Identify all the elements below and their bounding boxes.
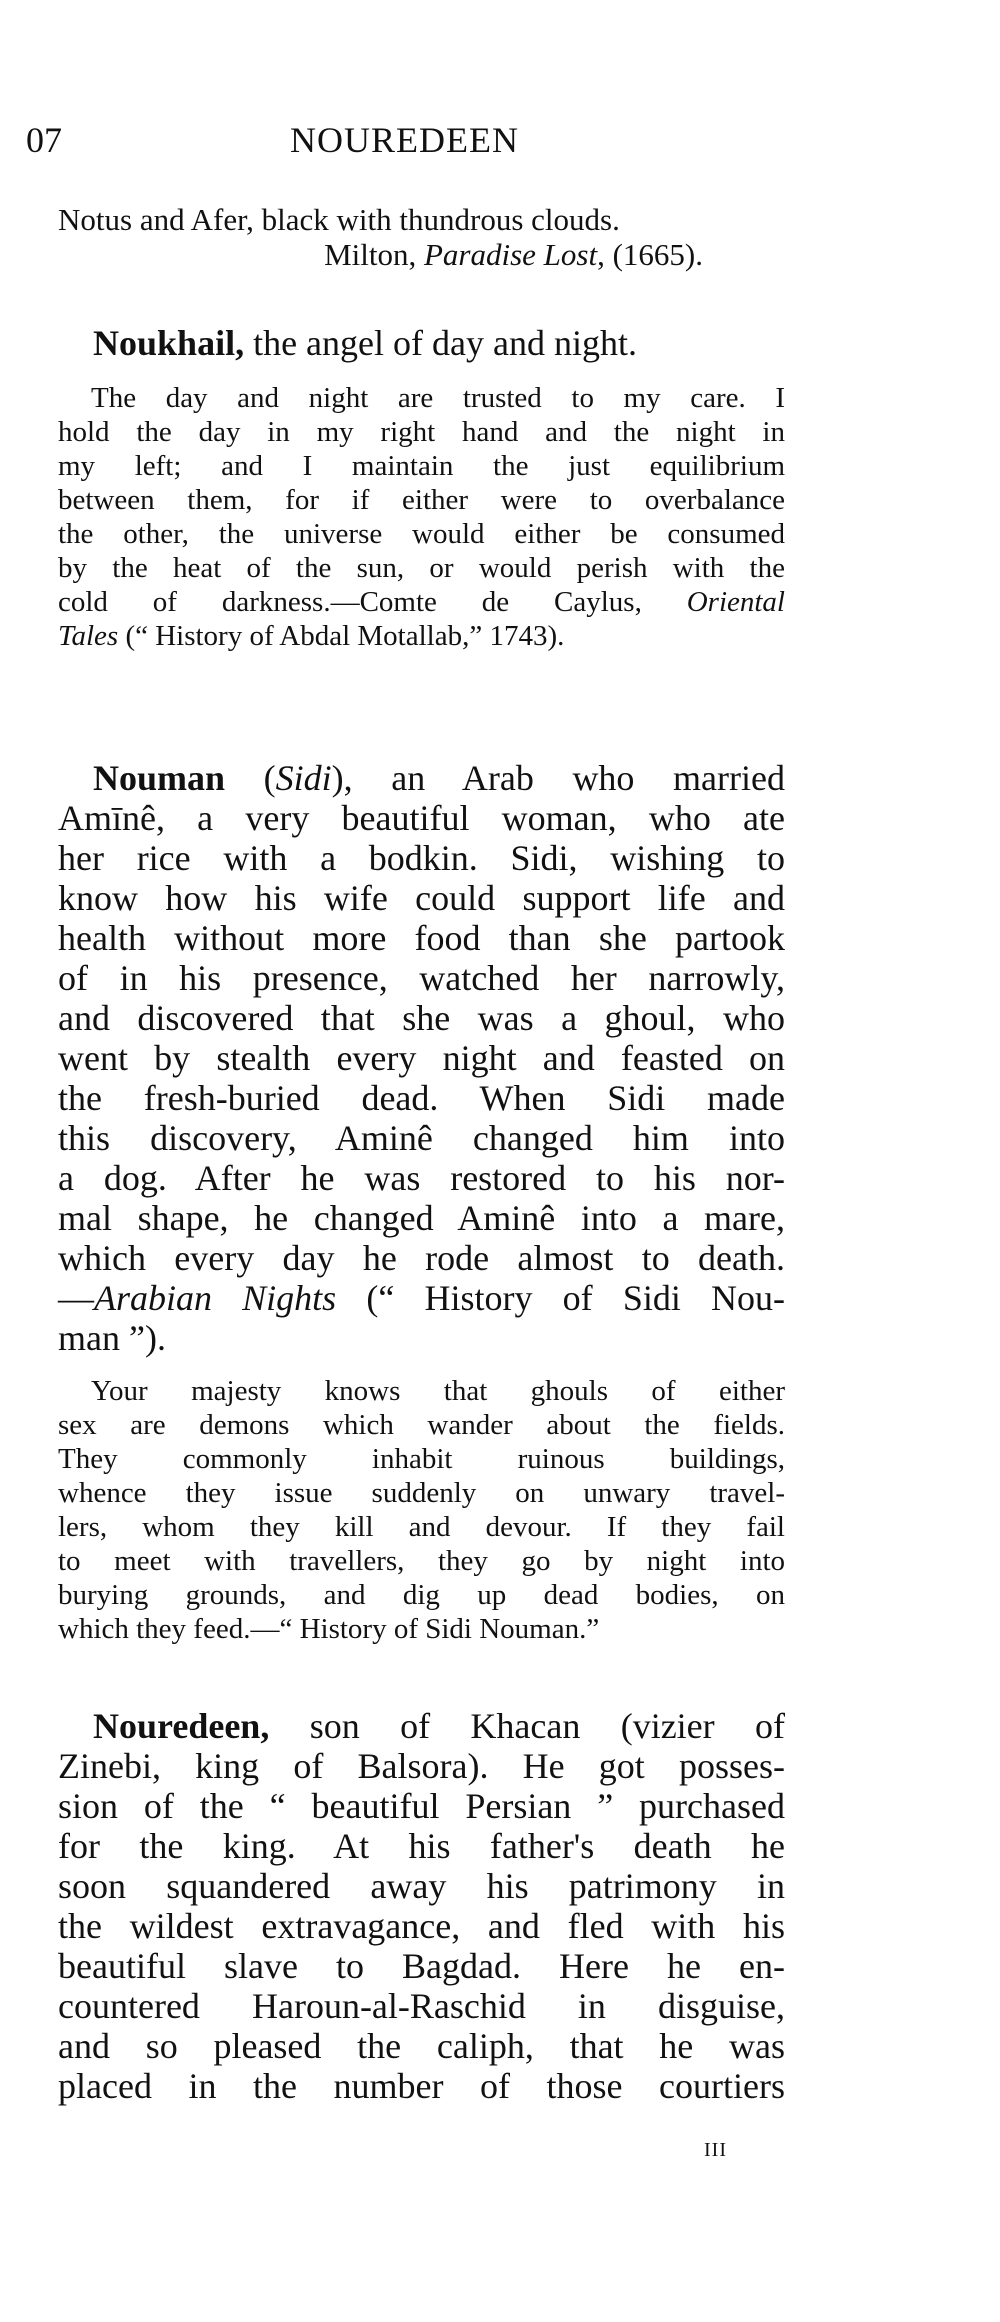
text-line bbox=[58, 381, 785, 415]
text-run: know how his wife could support life and bbox=[58, 878, 785, 918]
text-line bbox=[58, 585, 785, 619]
entry-headword: Nouman bbox=[93, 758, 226, 798]
text-run: Milton, bbox=[324, 237, 424, 272]
text-line bbox=[58, 1278, 785, 1318]
text-run: countered Haroun-al-Raschid in disguise, bbox=[58, 1986, 785, 2026]
text-run: the other, the universe would either be consumed bbox=[58, 518, 785, 550]
text-line bbox=[58, 1826, 785, 1866]
text-run: — bbox=[58, 1278, 94, 1318]
text-line bbox=[58, 1408, 785, 1442]
text-run: went by stealth every night and feasted on bbox=[58, 1038, 785, 1078]
entry-heading-noukhail bbox=[58, 321, 820, 365]
italic-text: Oriental bbox=[686, 586, 785, 618]
text-line bbox=[58, 2066, 785, 2106]
text-line bbox=[58, 958, 785, 998]
text-line bbox=[58, 838, 785, 878]
italic-text: Arabian Nights bbox=[94, 1278, 337, 1318]
text-run: for the king. At his father's death he bbox=[58, 1826, 785, 1866]
text-run: They commonly inhabit ruinous buildings, bbox=[58, 1443, 785, 1475]
text-run: and so pleased the caliph, that he was bbox=[58, 2026, 785, 2066]
text-line bbox=[58, 1578, 785, 1612]
text-run: sion of the “ beautiful Persian ” purchased bbox=[58, 1786, 785, 1826]
italic-text: Sidi bbox=[275, 758, 332, 798]
entry-nouredeen bbox=[58, 1706, 785, 2106]
text-run: ), an Arab who married bbox=[331, 758, 785, 798]
text-line bbox=[58, 517, 785, 551]
text-line bbox=[58, 1476, 785, 1510]
text-run: the wildest extravagance, and fled with his bbox=[58, 1906, 785, 1946]
text-line bbox=[58, 2026, 785, 2066]
text-run: the angel of day and night. bbox=[244, 323, 637, 363]
text-run: placed in the number of those courtiers bbox=[58, 2066, 785, 2106]
text-run: of in his presence, watched her narrowly, bbox=[58, 958, 785, 998]
entry-headword: Nouredeen, bbox=[93, 1706, 270, 1746]
text-line bbox=[58, 1786, 785, 1826]
text-run: a dog. After he was restored to his nor- bbox=[58, 1158, 785, 1198]
epigraph-line: Notus and Afer, black with thundrous clouds. bbox=[58, 202, 620, 237]
text-line bbox=[58, 1442, 785, 1476]
text-run: son of Khacan (vizier of bbox=[269, 1706, 785, 1746]
text-run: Your majesty knows that ghouls of either bbox=[91, 1375, 785, 1407]
text-line bbox=[58, 1158, 785, 1198]
text-line bbox=[58, 483, 785, 517]
running-head: NOUREDEEN bbox=[290, 120, 519, 160]
quote-noukhail bbox=[58, 381, 785, 653]
text-run: the fresh-buried dead. When Sidi made bbox=[58, 1078, 785, 1118]
text-run: lers, whom they kill and devour. If they fail bbox=[58, 1511, 785, 1543]
quote-nouman bbox=[58, 1374, 785, 1646]
text-run: (“ History of Abdal Motallab,” 1743). bbox=[118, 620, 565, 652]
text-line bbox=[58, 1612, 785, 1646]
text-line bbox=[58, 1118, 785, 1158]
text-line bbox=[58, 1078, 785, 1118]
epigraph-attribution bbox=[58, 237, 703, 272]
text-run: between them, for if either were to overbalance bbox=[58, 484, 785, 516]
text-run: man ”). bbox=[58, 1318, 166, 1358]
text-run: The day and night are trusted to my care. I bbox=[91, 382, 785, 414]
text-line bbox=[58, 1946, 785, 1986]
text-run: (“ History of Sidi Nou- bbox=[336, 1278, 786, 1318]
text-line bbox=[58, 998, 785, 1038]
text-run: mal shape, he changed Aminê into a mare, bbox=[58, 1198, 785, 1238]
text-run: which they feed.—“ History of Sidi Nouman.” bbox=[58, 1613, 600, 1645]
text-line bbox=[58, 415, 785, 449]
text-line bbox=[58, 1706, 785, 1746]
text-line bbox=[58, 1746, 785, 1786]
text-line bbox=[58, 619, 785, 653]
text-run: cold of darkness.—Comte de Caylus, bbox=[58, 586, 687, 618]
italic-text: Tales bbox=[58, 620, 119, 652]
entry-headword: Noukhail, bbox=[93, 323, 245, 363]
text-line bbox=[58, 1866, 785, 1906]
text-line bbox=[58, 1238, 785, 1278]
text-run: which every day he rode almost to death. bbox=[58, 1238, 785, 1278]
text-run: Amīnê, a very beautiful woman, who ate bbox=[58, 798, 785, 838]
text-run: to meet with travellers, they go by night into bbox=[58, 1545, 785, 1577]
text-run: burying grounds, and dig up dead bodies, on bbox=[58, 1579, 785, 1611]
text-line bbox=[58, 1318, 785, 1358]
text-line bbox=[58, 1986, 785, 2026]
epigraph-quote bbox=[58, 202, 703, 272]
text-run: health without more food than she partook bbox=[58, 918, 785, 958]
text-run: hold the day in my right hand and the night in bbox=[58, 416, 785, 448]
text-run: my left; and I maintain the just equilibrium bbox=[58, 450, 785, 482]
italic-text: Paradise Lost bbox=[423, 237, 598, 272]
text-line bbox=[58, 1038, 785, 1078]
text-run: Zinebi, king of Balsora). He got posses- bbox=[58, 1746, 785, 1786]
text-run: whence they issue suddenly on unwary travel- bbox=[58, 1477, 785, 1509]
text-line bbox=[58, 1510, 785, 1544]
signature-mark: III bbox=[704, 2139, 727, 2161]
text-run: beautiful slave to Bagdad. Here he en- bbox=[58, 1946, 785, 1986]
text-run: her rice with a bodkin. Sidi, wishing to bbox=[58, 838, 785, 878]
text-line bbox=[58, 918, 785, 958]
text-line bbox=[58, 449, 785, 483]
text-line bbox=[58, 758, 785, 798]
text-run: by the heat of the sun, or would perish with the bbox=[58, 552, 785, 584]
text-line bbox=[58, 798, 785, 838]
text-run: , (1665). bbox=[597, 237, 703, 272]
text-line bbox=[58, 878, 785, 918]
text-line bbox=[58, 1906, 785, 1946]
page-number: 07 bbox=[26, 120, 62, 160]
text-run: ( bbox=[225, 758, 276, 798]
text-line bbox=[58, 1374, 785, 1408]
text-run: this discovery, Aminê changed him into bbox=[58, 1118, 785, 1158]
text-line bbox=[58, 1198, 785, 1238]
text-run: soon squandered away his patrimony in bbox=[58, 1866, 785, 1906]
text-run: and discovered that she was a ghoul, who bbox=[58, 998, 785, 1038]
text-line bbox=[58, 1544, 785, 1578]
entry-nouman bbox=[58, 758, 785, 1358]
text-line bbox=[58, 551, 785, 585]
text-run: sex are demons which wander about the fields. bbox=[58, 1409, 785, 1441]
